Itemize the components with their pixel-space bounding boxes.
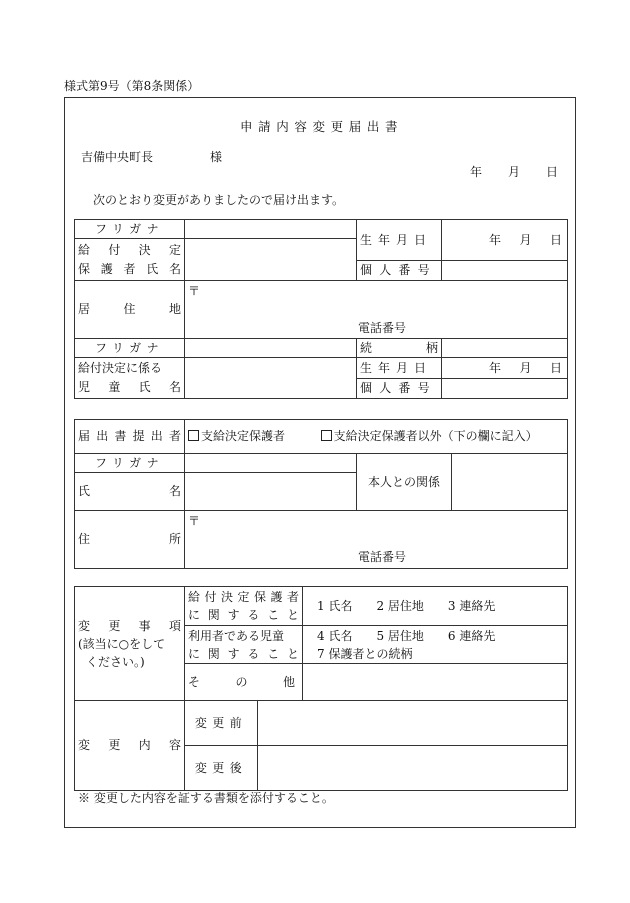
other-label: そ の 他 <box>185 664 303 701</box>
intro-text: 次のとおり変更がありましたので届け出ます。 <box>93 193 345 207</box>
form-title: 申請内容変更届出書 <box>240 119 404 134</box>
furigana-input[interactable] <box>185 220 357 239</box>
option-guardian[interactable]: 支給決定保護者 <box>188 429 285 443</box>
submitter-address-input[interactable] <box>185 511 568 569</box>
guardian-name-input[interactable] <box>185 239 357 281</box>
submitter-options <box>185 420 568 454</box>
guardian-name-label: 給 付 決 定 保 護 者 氏 名 <box>75 239 185 281</box>
child-furigana-input[interactable] <box>185 339 357 358</box>
furigana-label: フリガナ <box>75 220 185 239</box>
addressee: 吉備中央町長 <box>81 150 154 164</box>
month-label: 月 <box>507 165 520 179</box>
checkbox-guardian[interactable] <box>188 430 199 441</box>
attachment-note: ※ 変更した内容を証する書類を添付すること。 <box>78 791 334 805</box>
address-label: 居 住 地 <box>75 281 185 339</box>
day-label: 日 <box>545 165 558 179</box>
submitter-table <box>74 419 568 569</box>
after-label: 変更後 <box>185 746 258 791</box>
guardian-items[interactable]: 1 氏名 2 居住地 3 連絡先 <box>303 587 568 626</box>
change-content-label: 変 更 内 容 <box>75 701 185 791</box>
change-table <box>74 586 568 791</box>
after-input[interactable] <box>258 746 568 791</box>
option-other[interactable]: 支給決定保護者以外（下の欄に記入） <box>321 429 538 443</box>
applicant-table <box>74 219 568 399</box>
child-birth-date-input[interactable]: 年 月 日 <box>442 358 568 379</box>
submitter-address-label: 住 所 <box>75 511 185 569</box>
submitter-label: 届 出 書 提 出 者 <box>75 420 185 454</box>
submitter-name-input[interactable] <box>185 473 357 511</box>
change-items-label: 変 更 事 項 (該当に○をして ください。) <box>75 587 185 701</box>
child-personal-number-input[interactable] <box>442 379 568 399</box>
checkbox-other[interactable] <box>321 430 332 441</box>
other-input[interactable] <box>303 664 568 701</box>
address-input[interactable] <box>185 281 568 339</box>
child-personal-number-label: 個人番号 <box>357 379 442 399</box>
submitter-phone-label: 電話番号 <box>358 550 407 564</box>
child-birth-date-label: 生年月日 <box>357 358 442 379</box>
year-label: 年 <box>470 165 483 179</box>
child-category-label: 利用者である児童 に 関 す る こ と <box>185 626 303 664</box>
personal-number-input[interactable] <box>442 261 568 281</box>
honorific: 様 <box>210 150 223 164</box>
submitter-furigana-label: フリガナ <box>75 454 185 473</box>
submitter-name-label: 氏 名 <box>75 473 185 511</box>
relationship-input[interactable] <box>452 454 568 511</box>
form-code: 様式第9号（第8条関係） <box>64 79 200 93</box>
phone-label: 電話番号 <box>358 321 407 335</box>
relation-label: 続 柄 <box>357 339 442 358</box>
submitter-postal-mark: 〒 <box>188 514 201 528</box>
birth-date-label: 生年月日 <box>357 220 442 261</box>
guardian-category-label: 給 付 決 定 保 護 者 に 関 す る こ と <box>185 587 303 626</box>
child-items[interactable]: 4 氏名 5 居住地 6 連絡先 7 保護者との続柄 <box>303 626 568 664</box>
before-label: 変更前 <box>185 701 258 746</box>
relation-input[interactable] <box>442 339 568 358</box>
child-name-input[interactable] <box>185 358 357 399</box>
child-name-label: 給付決定に係る 児 童 氏 名 <box>75 358 185 399</box>
before-input[interactable] <box>258 701 568 746</box>
relationship-label: 本人との関係 <box>357 454 452 511</box>
birth-date-input[interactable]: 年 月 日 <box>442 220 568 261</box>
date-line <box>470 166 558 178</box>
child-furigana-label: フリガナ <box>75 339 185 358</box>
personal-number-label: 個人番号 <box>357 261 442 281</box>
postal-mark: 〒 <box>188 284 201 298</box>
submitter-furigana-input[interactable] <box>185 454 357 473</box>
